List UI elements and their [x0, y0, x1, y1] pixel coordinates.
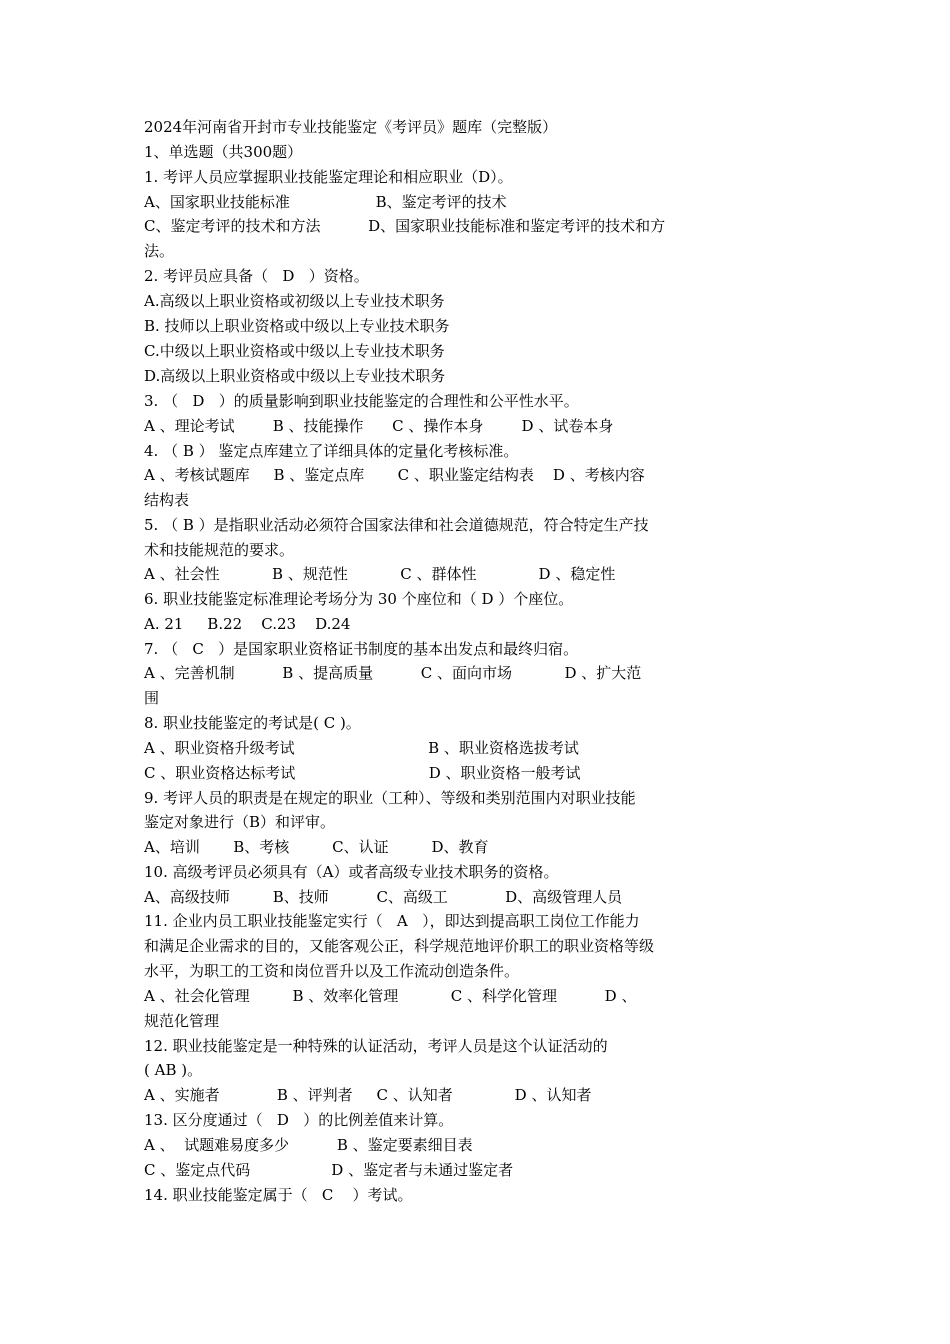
text-line: A.高级以上职业资格或初级以上专业技术职务 [144, 292, 445, 310]
text-line: C 、职业资格达标考试 D 、职业资格一般考试 [144, 764, 581, 782]
document-title: 2024年河南省开封市专业技能鉴定《考评员》题库（完整版） [144, 118, 558, 136]
text-line: 法。 [144, 242, 175, 260]
text-line: A. 21 B.22 C.23 D.24 [144, 615, 351, 633]
text-line: 水平，为职工的工资和岗位晋升以及工作流动创造条件。 [144, 962, 520, 980]
text-line: 12. 职业技能鉴定是一种特殊的认证活动，考评人员是这个认证活动的 [144, 1037, 608, 1055]
text-line: A 、完善机制 B 、提高质量 C 、面向市场 D 、扩大范 [144, 664, 642, 682]
text-line: C、鉴定考评的技术和方法 D、国家职业技能标准和鉴定考评的技术和方 [144, 217, 666, 235]
text-line: A、高级技师 B、技师 C、高级工 D、高级管理人员 [144, 888, 623, 906]
text-line: 5. （ B ）是指职业活动必须符合国家法律和社会道德规范，符合特定生产技 [144, 516, 649, 534]
text-line: 6. 职业技能鉴定标准理论考场分为 30 个座位和（ D ）个座位。 [144, 590, 574, 608]
text-line: 1、单选题（共300题） [144, 143, 303, 161]
text-line: 7. （ C ）是国家职业资格证书制度的基本出发点和最终归宿。 [144, 640, 579, 658]
text-line: A 、实施者 B 、评判者 C 、认知者 D 、认知者 [144, 1086, 592, 1104]
text-line: A 、考核试题库 B 、鉴定点库 C 、职业鉴定结构表 D 、考核内容 [144, 466, 645, 484]
text-line: ( AB )。 [144, 1061, 203, 1079]
text-line: 鉴定对象进行（B）和评审。 [144, 813, 336, 831]
text-line: 3. （ D ）的质量影响到职业技能鉴定的合理性和公平性水平。 [144, 392, 579, 410]
text-line: D.高级以上职业资格或中级以上专业技术职务 [144, 367, 446, 385]
text-line: B. 技师以上职业资格或中级以上专业技术职务 [144, 317, 450, 335]
text-line: 4. （ B ） 鉴定点库建立了详细具体的定量化考核标准。 [144, 442, 519, 460]
text-line: A、培训 B、考核 C、认证 D、教育 [144, 838, 489, 856]
text-line: 结构表 [144, 491, 190, 509]
text-line: 10. 高级考评员必须具有（A）或者高级专业技术职务的资格。 [144, 863, 559, 881]
text-line: C 、鉴定点代码 D 、鉴定者与未通过鉴定者 [144, 1161, 514, 1179]
text-line: 规范化管理 [144, 1012, 220, 1030]
text-line: A、国家职业技能标准 B、鉴定考评的技术 [144, 193, 507, 211]
text-line: 围 [144, 689, 160, 707]
text-line: A 、理论考试 B 、技能操作 C 、操作本身 D 、试卷本身 [144, 417, 614, 435]
text-line: A 、 试题难易度多少 B 、鉴定要素细目表 [144, 1136, 473, 1154]
text-line: 1. 考评人员应掌握职业技能鉴定理论和相应职业（D）。 [144, 168, 513, 186]
text-line: A 、社会化管理 B 、效率化管理 C 、科学化管理 D 、 [144, 987, 637, 1005]
text-line: 13. 区分度通过（ D ）的比例差值来计算。 [144, 1111, 454, 1129]
text-line: A 、职业资格升级考试 B 、职业资格选拔考试 [144, 739, 579, 757]
text-line: 和满足企业需求的目的，又能客观公正，科学规范地评价职工的职业资格等级 [144, 937, 655, 955]
text-line: 术和技能规范的要求。 [144, 541, 295, 559]
text-line: 11. 企业内员工职业技能鉴定实行（ A ），即达到提高职工岗位工作能力 [144, 912, 640, 930]
text-line: A 、社会性 B 、规范性 C 、群体性 D 、稳定性 [144, 565, 616, 583]
text-line: 9. 考评人员的职责是在规定的职业（工种）、等级和类别范围内对职业技能 [144, 789, 636, 807]
text-line: C.中级以上职业资格或中级以上专业技术职务 [144, 342, 445, 360]
text-line: 2. 考评员应具备（ D ）资格。 [144, 267, 369, 285]
text-line: 8. 职业技能鉴定的考试是( C )。 [144, 714, 361, 732]
text-line: 14. 职业技能鉴定属于（ C ）考试。 [144, 1186, 413, 1204]
